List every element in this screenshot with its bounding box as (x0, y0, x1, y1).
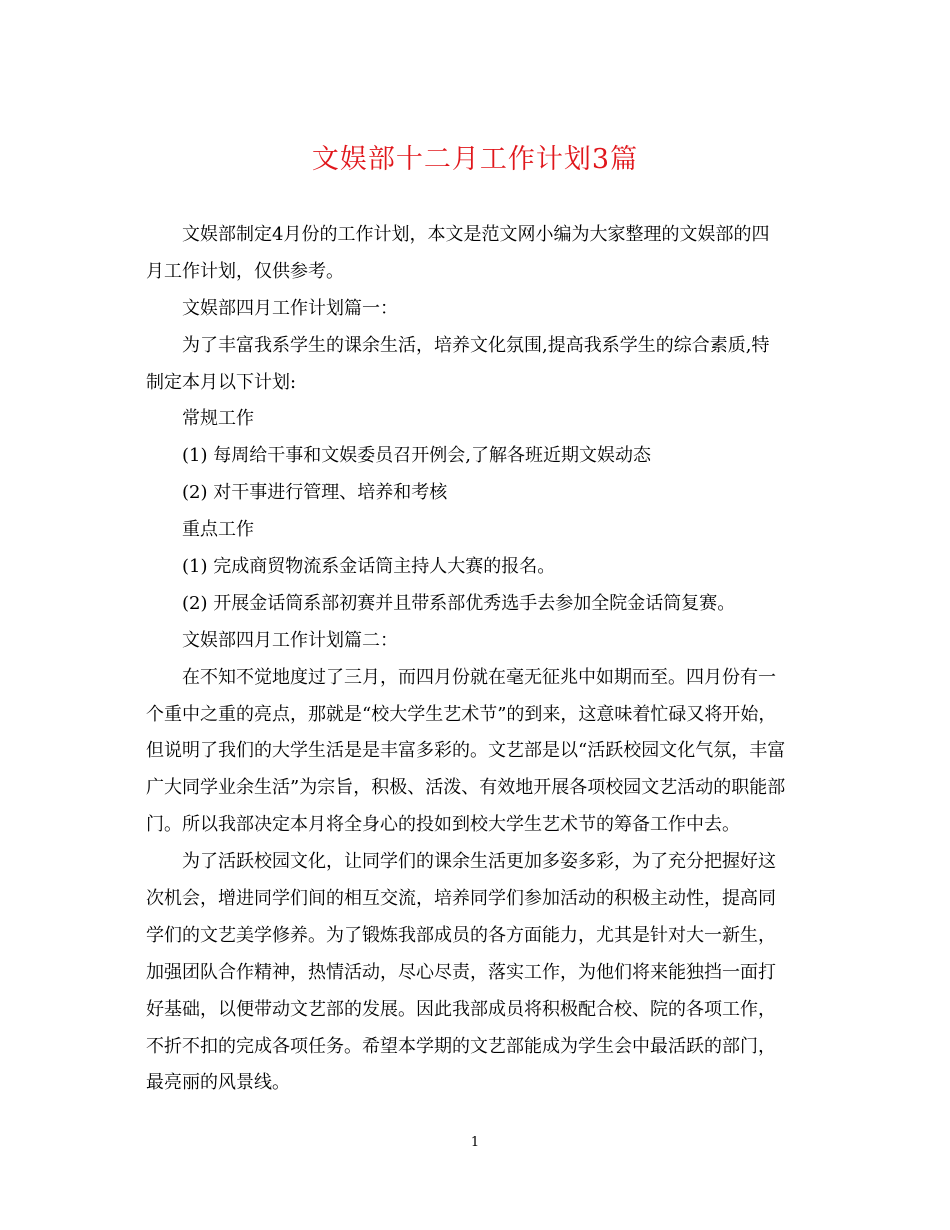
text-line: 加强团队合作精神，热情活动，尽心尽责，落实工作，为他们将来能独挡一面打 (146, 961, 776, 983)
text-line: (1) 完成商贸物流系金话筒主持人大赛的报名。 (182, 556, 556, 578)
text-line: 重点工作 (182, 519, 254, 541)
text-line: 月工作计划，仅供参考。 (146, 260, 344, 282)
document-body (146, 217, 806, 1102)
text-line: 但说明了我们的大学生活是是丰富多彩的。文艺部是以“活跃校园文化气氛，丰富 (146, 740, 786, 762)
text-line: 最亮丽的风景线。 (146, 1072, 290, 1094)
document-title: 文娱部十二月工作计划3篇 (311, 144, 639, 175)
text-line: 为了丰富我系学生的课余生活，培养文化氛围,提高我系学生的综合素质,特 (182, 334, 770, 356)
text-line: 广大同学业余生活”为宗旨，积极、活泼、有效地开展各项校园文艺活动的职能部 (146, 777, 786, 799)
text-line: 常规工作 (182, 408, 254, 430)
text-line: 个重中之重的亮点，那就是“校大学生艺术节”的到来，这意味着忙碌又将开始， (146, 703, 777, 725)
text-line: 在不知不觉地度过了三月，而四月份就在毫无征兆中如期而至。四月份有一 (182, 666, 776, 688)
text-line: 文娱部制定4月份的工作计划，本文是范文网小编为大家整理的文娱部的四 (182, 224, 770, 245)
text-line: 不折不扣的完成各项任务。希望本学期的文艺部能成为学生会中最活跃的部门， (146, 1035, 776, 1057)
text-line: 次机会，增进同学们间的相互交流，培养同学们参加活动的积极主动性，提高同 (146, 888, 776, 910)
text-line: 学们的文艺美学修养。为了锻炼我部成员的各方面能力，尤其是针对大一新生， (146, 924, 776, 946)
text-line: 好基础，以便带动文艺部的发展。因此我部成员将积极配合校、院的各项工作， (146, 998, 776, 1020)
text-line: 文娱部四月工作计划篇二： (182, 629, 398, 651)
page-number: 1 (470, 1135, 480, 1150)
text-line: 为了活跃校园文化，让同学们的课余生活更加多姿多彩，为了充分把握好这 (182, 851, 776, 873)
text-line: 文娱部四月工作计划篇一： (182, 297, 398, 319)
text-line: 制定本月以下计划: (146, 371, 297, 393)
text-line: 门。所以我部决定本月将全身心的投如到校大学生艺术节的筹备工作中去。 (146, 814, 740, 836)
text-line: (2) 对干事进行管理、培养和考核 (182, 482, 448, 504)
text-line: (1) 每周给干事和文娱委员召开例会,了解各班近期文娱动态 (182, 445, 651, 467)
text-line: (2) 开展金话筒系部初赛并且带系部优秀选手去参加全院金话筒复赛。 (182, 592, 736, 614)
